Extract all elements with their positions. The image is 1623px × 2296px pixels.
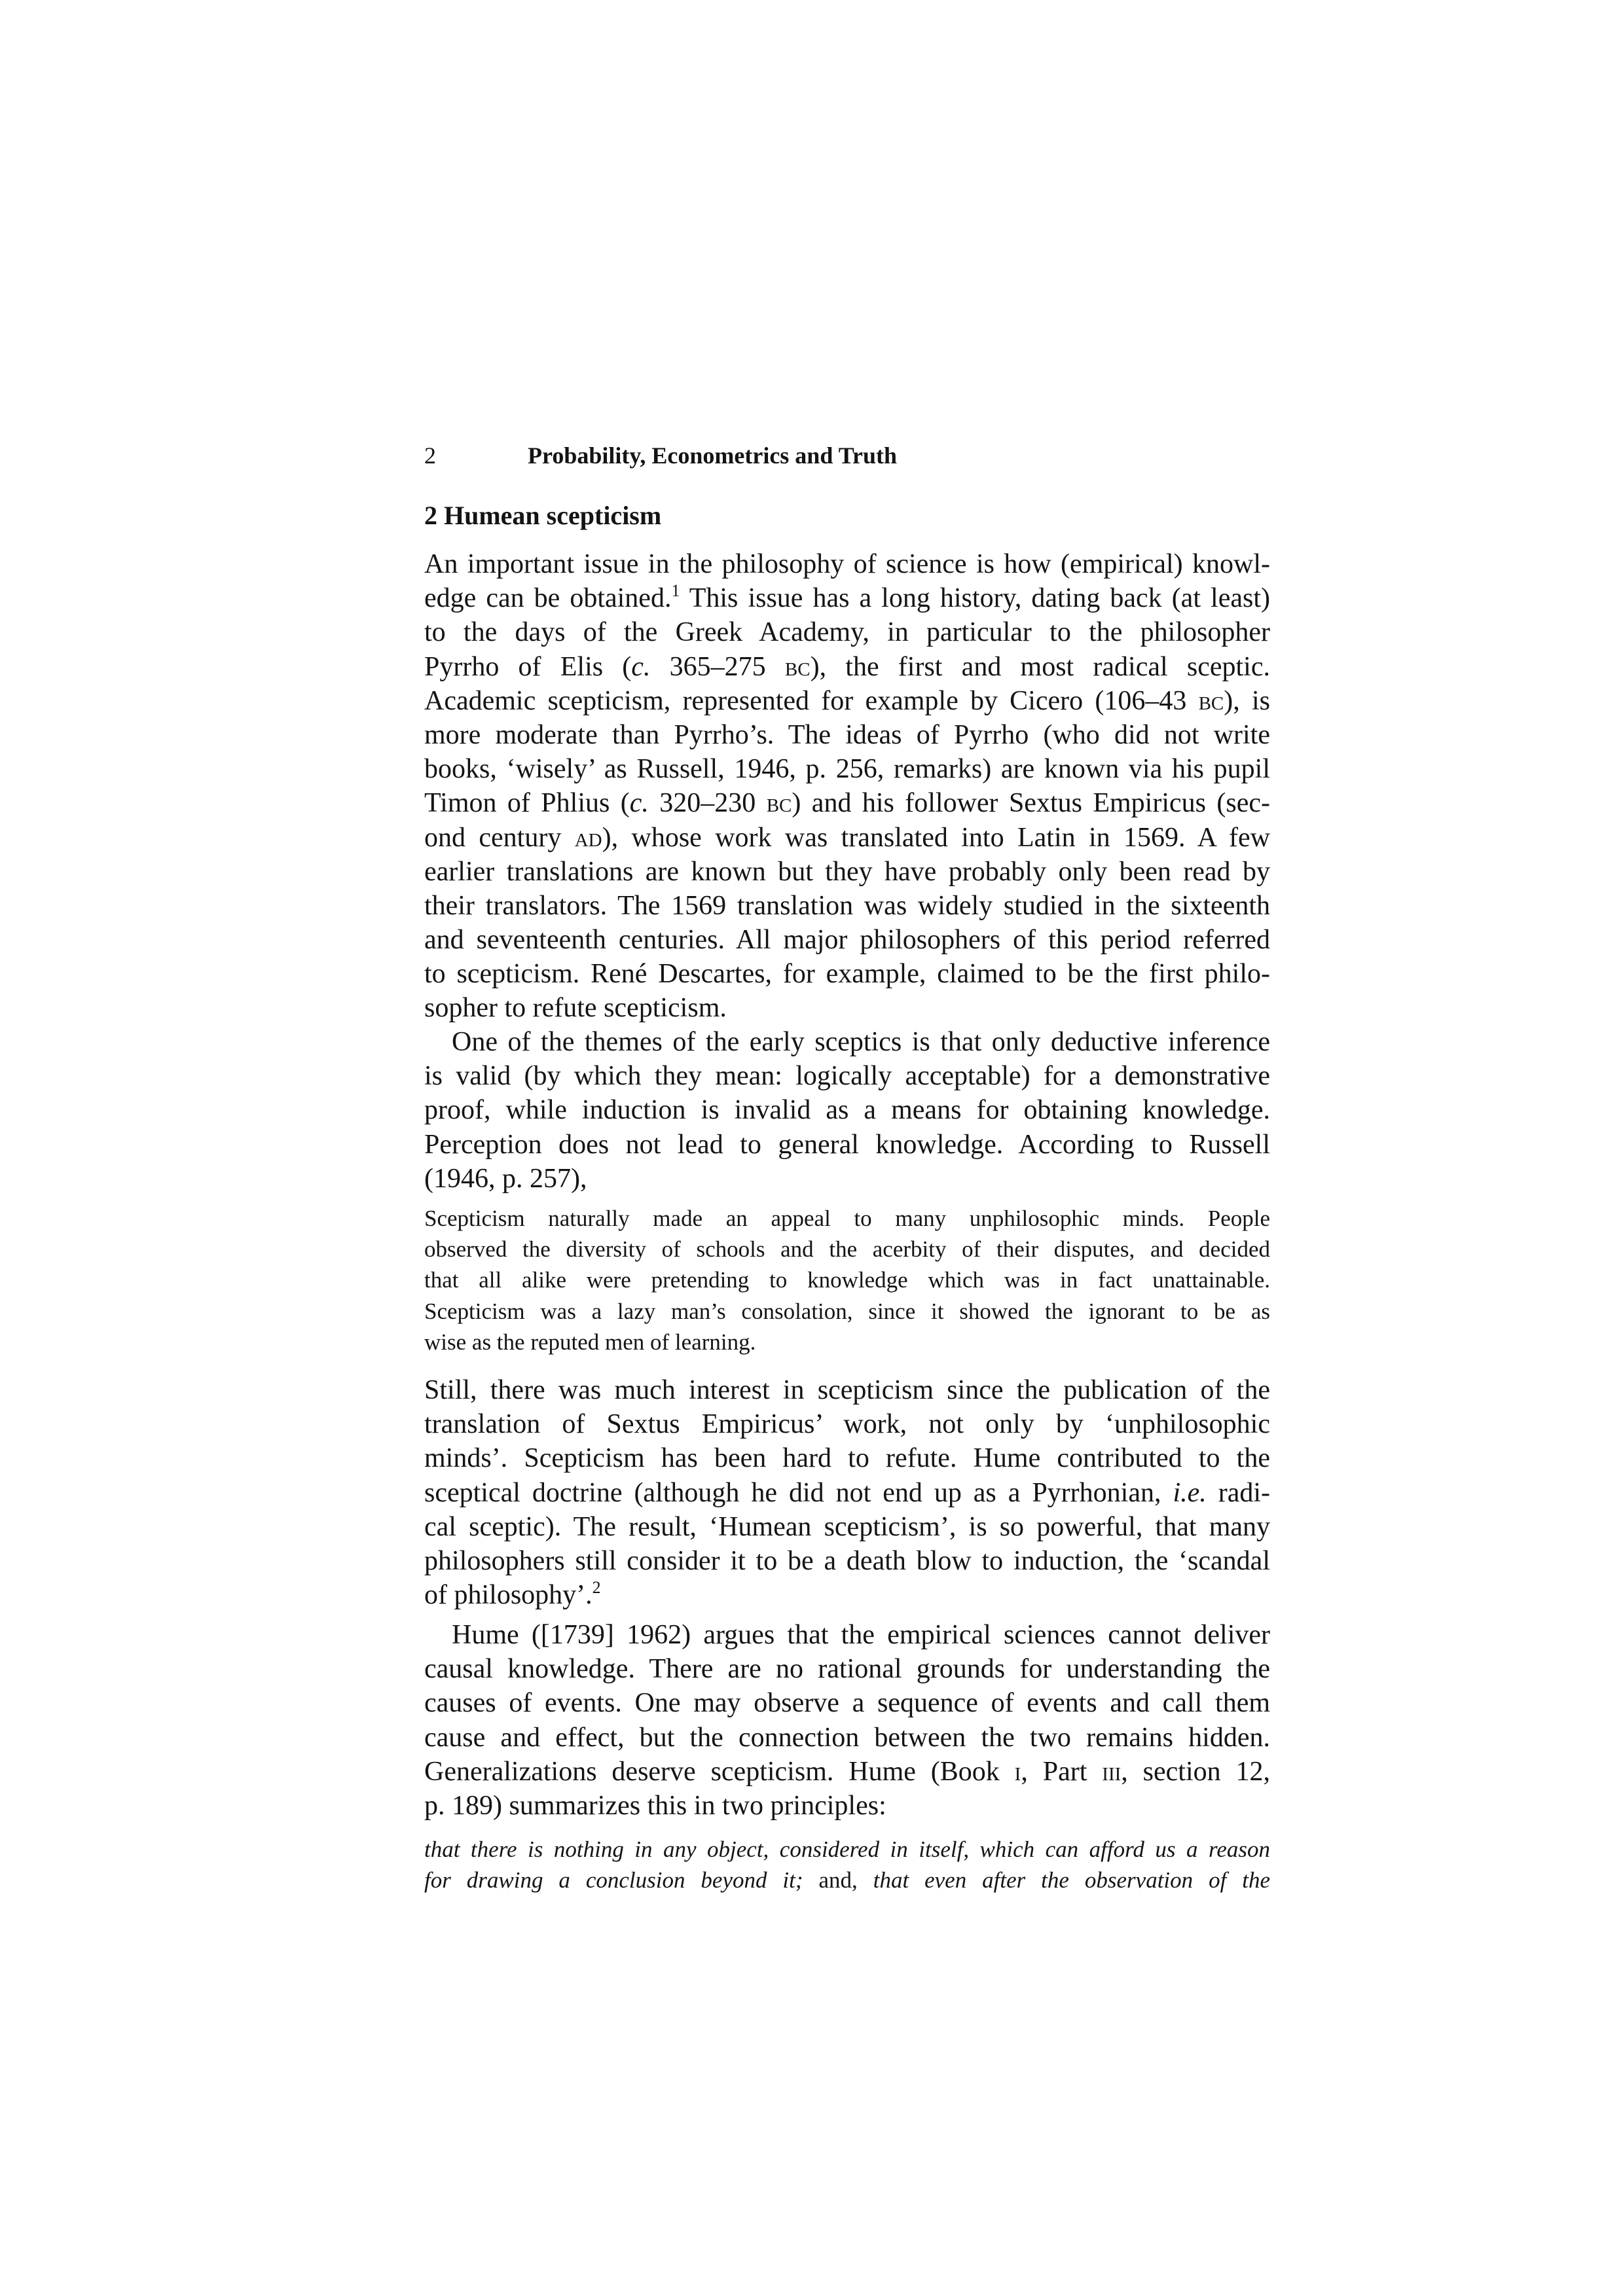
text-line: Generalizations deserve scepticism. Hume (Book i, Part iii, section 12, (424, 1756, 1271, 1787)
text-line: Pyrrho of Elis (c. 365–275 bc), the first and most radical sceptic. (424, 651, 1270, 682)
text-line: (1946, p. 257), (424, 1163, 587, 1194)
quote-line: Scepticism was a lazy man’s consolation, since it showed the ignorant to be as (424, 1298, 1270, 1324)
text-line: philosophers still consider it to be a death blow to induction, the ‘scandal (424, 1545, 1270, 1576)
block-quote-russell (424, 1203, 1270, 1357)
text-line: more moderate than Pyrrho’s. The ideas of Pyrrho (who did not write (424, 719, 1270, 750)
section-heading: 2 Humean scepticism (424, 501, 662, 530)
text-line: proof, while induction is invalid as a means for obtaining knowledge. (424, 1095, 1270, 1126)
text-line: Hume ([1739] 1962) argues that the empirical sciences cannot deliver (452, 1620, 1270, 1650)
page-number: 2 (424, 442, 436, 469)
paragraph-3 (424, 1373, 1270, 1612)
text-line: cal sceptic). The result, ‘Humean scepticism’, is so powerful, that many (424, 1511, 1270, 1542)
quote-line: that all alike were pretending to knowledge which was in fact unattainable. (424, 1267, 1270, 1293)
text-line: Still, there was much interest in scepticism since the publication of the (424, 1375, 1270, 1405)
text-line: causal knowledge. There are no rational grounds for understanding the (424, 1654, 1270, 1685)
text-line: Academic scepticism, represented for example by Cicero (106–43 bc), is (424, 685, 1270, 716)
quote-line: observed the diversity of schools and the acerbity of their disputes, and decided (424, 1236, 1270, 1263)
quote-line: for drawing a conclusion beyond it; and, that even after the observation of the (424, 1867, 1270, 1893)
text-line: cause and effect, but the connection between the two remains hidden. (424, 1722, 1270, 1753)
running-head (424, 437, 1275, 474)
text-line: p. 189) summarizes this in two principles: (424, 1790, 886, 1821)
text-line: and seventeenth centuries. All major philosophers of this period referred (424, 925, 1270, 956)
text-line: ond century ad), whose work was translated into Latin in 1569. A few (424, 822, 1270, 853)
text-line: their translators. The 1569 translation was widely studied in the sixteenth (424, 890, 1270, 921)
paragraph-2 (424, 1025, 1270, 1196)
text-line: to scepticism. René Descartes, for example, claimed to be the first philo- (424, 959, 1270, 990)
text-line: books, ‘wisely’ as Russell, 1946, p. 256, remarks) are known via his pupil (424, 754, 1270, 785)
footnote-mark[interactable]: 1 (671, 581, 680, 601)
text-line: sopher to refute scepticism. (424, 993, 727, 1024)
text-line: causes of events. One may observe a sequence of events and call them (424, 1688, 1270, 1719)
book-title: Probability, Econometrics and Truth (528, 442, 898, 469)
text-line: sceptical doctrine (although he did not end up as a Pyrrhonian, i.e. radi- (424, 1477, 1270, 1508)
quote-line: wise as the reputed men of learning. (424, 1329, 756, 1355)
block-quote-hume (424, 1834, 1270, 1895)
paragraph-4 (424, 1618, 1270, 1823)
text-line: minds’. Scepticism has been hard to refute. Hume contributed to the (424, 1443, 1270, 1474)
text-line: edge can be obtained.$^1$ This issue has a long history, dating back (at least) (424, 581, 1270, 614)
quote-line: Scepticism naturally made an appeal to many unphilosophic minds. People (424, 1206, 1270, 1231)
text-line: One of the themes of the early sceptics is that only deductive inference (452, 1027, 1270, 1057)
text-line: earlier translations are known but they have probably only been read by (424, 856, 1270, 887)
text-line: Timon of Phlius (c. 320–230 bc) and his follower Sextus Empiricus (sec- (424, 788, 1271, 819)
text-line: of philosophy’.$^2$ (424, 1578, 601, 1611)
text-line: translation of Sextus Empiricus’ work, not only by ‘unphilosophic (424, 1409, 1270, 1440)
text-line: Perception does not lead to general knowledge. According to Russell (424, 1129, 1270, 1160)
text-line: is valid (by which they mean: logically acceptable) for a demonstrative (424, 1061, 1270, 1092)
quote-line: that there is nothing in any object, considered in itself, which can afford us a reason (424, 1837, 1270, 1862)
paragraph-1 (424, 547, 1270, 1026)
text-line: to the days of the Greek Academy, in particular to the philosopher (424, 617, 1270, 648)
footnote-mark[interactable]: 2 (592, 1578, 601, 1598)
text-line: An important issue in the philosophy of science is how (empirical) knowl- (424, 549, 1270, 579)
